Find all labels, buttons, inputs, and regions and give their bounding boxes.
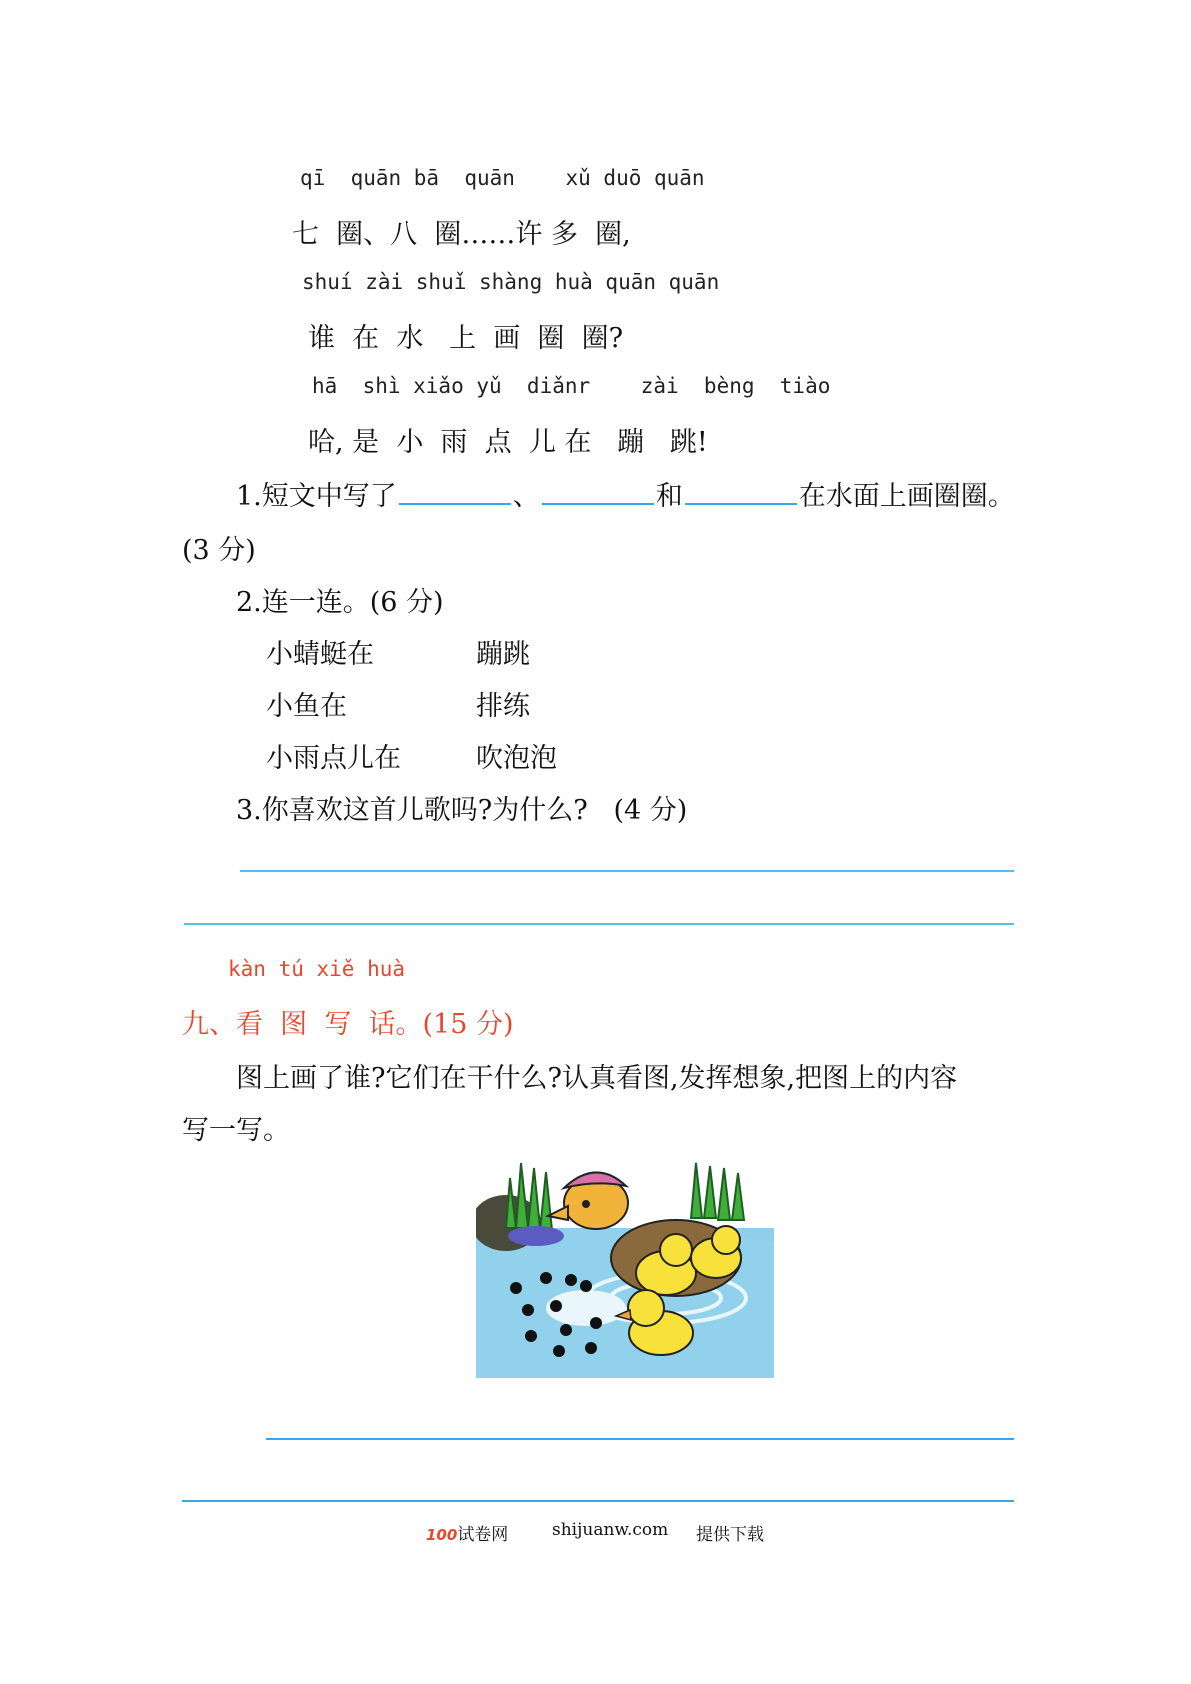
footer-note: 提供下载	[696, 1525, 764, 1545]
footer-logo-text: 试卷网	[457, 1525, 509, 1545]
match-right-1[interactable]: 蹦跳	[476, 639, 530, 670]
match-left-3[interactable]: 小雨点儿在	[266, 743, 401, 774]
poem-pinyin-line-2: shuí zài shuǐ shàng huà quān quān	[302, 270, 720, 294]
poem-line-3: 哈, 是 小 雨 点 儿 在 蹦 跳!	[308, 427, 708, 458]
question-2-title: 2.连一连。(6 分)	[236, 587, 444, 618]
question-1-suffix: 在水面上画圈圈。	[798, 481, 1015, 512]
question-1	[236, 474, 1015, 513]
section-9-pinyin: kàn tú xiě huà	[228, 957, 406, 981]
footer-logo	[426, 1520, 508, 1545]
section-9-instruction-1: 图上画了谁?它们在干什么?认真看图,发挥想象,把图上的内容	[236, 1063, 958, 1094]
footer-logo-number: 100	[426, 1526, 458, 1544]
answer-blank-2[interactable]	[542, 479, 654, 505]
question-1-prefix: 1.短文中写了	[236, 481, 397, 512]
question-1-sep1: 、	[512, 481, 540, 512]
duck-pond-illustration	[476, 1158, 774, 1378]
match-right-3[interactable]: 吹泡泡	[476, 743, 557, 774]
answer-blank-1[interactable]	[399, 479, 511, 505]
poem-line-2: 谁 在 水 上 画 圈 圈?	[308, 323, 624, 354]
footer-site: shijuanw.com	[552, 1520, 669, 1540]
answer-line-1[interactable]	[240, 870, 1014, 872]
poem-pinyin-line-1: qī quān bā quān xǔ duō quān	[300, 166, 705, 190]
question-1-score: (3 分)	[182, 535, 256, 566]
question-3-title: 3.你喜欢这首儿歌吗?为什么? (4 分)	[236, 795, 688, 826]
answer-line-2[interactable]	[184, 923, 1014, 925]
writing-line-1[interactable]	[266, 1438, 1014, 1440]
poem-line-1: 七 圈、八 圈……许 多 圈,	[292, 219, 631, 250]
section-9-title: 九、看 图 写 话。(15 分)	[182, 1009, 514, 1040]
poem-pinyin-line-3: hā shì xiǎo yǔ diǎnr zài bèng tiào	[312, 374, 831, 398]
section-9-instruction-2: 写一写。	[182, 1115, 290, 1146]
writing-line-2[interactable]	[182, 1500, 1014, 1502]
match-right-2[interactable]: 排练	[476, 691, 530, 722]
answer-blank-3[interactable]	[685, 479, 797, 505]
question-1-sep2: 和	[655, 481, 683, 512]
match-left-1[interactable]: 小蜻蜓在	[266, 639, 374, 670]
match-left-2[interactable]: 小鱼在	[266, 691, 347, 722]
